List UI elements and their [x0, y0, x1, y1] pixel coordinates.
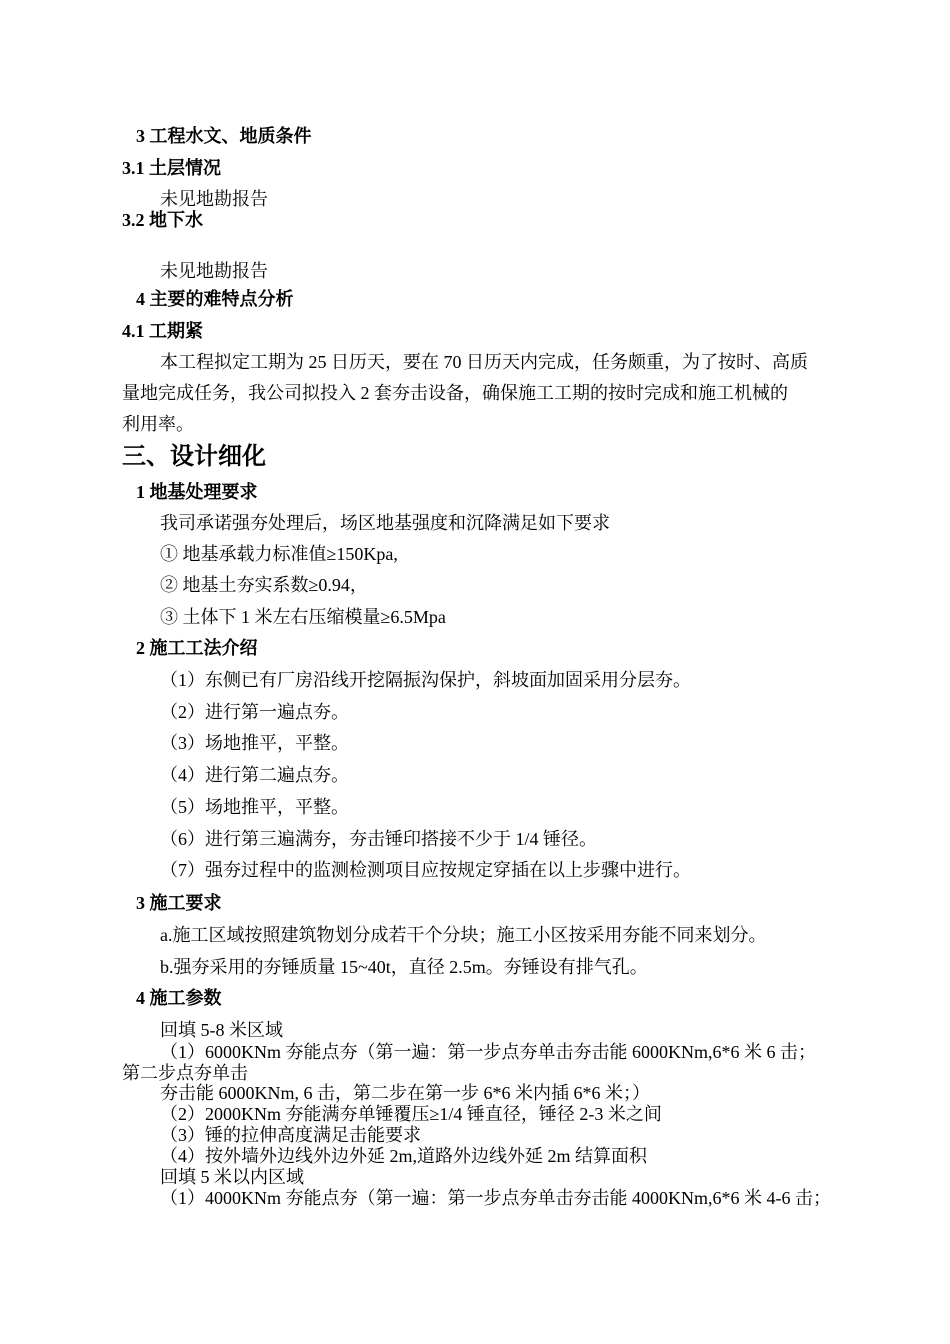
heading-construction-parameters: 4 施工参数: [136, 988, 222, 1008]
list-item: （2）进行第一遍点夯。: [160, 702, 349, 722]
list-item: （3）场地推平，平整。: [160, 733, 349, 753]
paragraph-groundwater: 未见地勘报告: [160, 261, 268, 281]
heading-difficulties: 4 主要的难特点分析: [136, 289, 294, 309]
section-title-design: 三、设计细化: [122, 444, 266, 470]
list-item-continuation: 第二步点夯单击: [122, 1063, 248, 1083]
paragraph-schedule-line1: 本工程拟定工期为 25 日历天，要在 70 日历天内完成，任务颇重，为了按时、高质: [160, 352, 808, 372]
list-item: a.施工区域按照建筑物划分成若干个分块；施工小区按采用夯能不同来划分。: [160, 925, 767, 945]
heading-hydro-geology: 3 工程水文、地质条件: [136, 126, 312, 146]
list-item: b.强夯采用的夯锤质量 15~40t，直径 2.5m。夯锤设有排气孔。: [160, 957, 648, 977]
list-item: ① 地基承载力标准值≥150Kpa,: [160, 544, 398, 564]
list-item: （2）2000KNm 夯能满夯单锤覆压≥1/4 锤直径，锤径 2-3 米之间: [160, 1104, 662, 1124]
paragraph-schedule-line3: 利用率。: [122, 414, 194, 434]
list-item: （6）进行第三遍满夯，夯击锤印搭接不少于 1/4 锤径。: [160, 829, 597, 849]
list-item: （1）6000KNm 夯能点夯（第一遍：第一步点夯单击夯击能 6000KNm,6*6 米 6 击；: [160, 1042, 816, 1062]
heading-construction-requirements: 3 施工要求: [136, 893, 222, 913]
list-item: （7）强夯过程中的监测检测项目应按规定穿插在以上步骤中进行。: [160, 860, 691, 880]
paragraph-schedule-line2: 量地完成任务，我公司拟投入 2 套夯击设备，确保施工工期的按时完成和施工机械的: [122, 383, 788, 403]
heading-foundation-requirements: 1 地基处理要求: [136, 482, 258, 502]
list-item-continuation: 夯击能 6000KNm, 6 击，第二步在第一步 6*6 米内插 6*6 米；）: [160, 1083, 650, 1103]
zone-title: 回填 5-8 米区域: [160, 1020, 283, 1040]
list-item: （4）进行第二遍点夯。: [160, 765, 349, 785]
list-item: （3）锤的拉伸高度满足击能要求: [160, 1125, 421, 1145]
list-item: （1）4000KNm 夯能点夯（第一遍：第一步点夯单击夯击能 4000KNm,6*6 米 4-6 击；: [160, 1188, 831, 1208]
heading-soil-layers: 3.1 土层情况: [122, 158, 221, 178]
list-item: ③ 土体下 1 米左右压缩模量≥6.5Mpa: [160, 607, 446, 627]
heading-tight-schedule: 4.1 工期紧: [122, 321, 203, 341]
paragraph-soil-layers: 未见地勘报告: [160, 189, 268, 209]
list-item: ② 地基土夯实系数≥0.94，: [160, 575, 368, 595]
paragraph-commitment: 我司承诺强夯处理后，场区地基强度和沉降满足如下要求: [160, 513, 610, 533]
list-item: （4）按外墙外边线外边外延 2m,道路外边线外延 2m 结算面积: [160, 1146, 647, 1166]
list-item: （5）场地推平，平整。: [160, 797, 349, 817]
heading-construction-method: 2 施工工法介绍: [136, 638, 258, 658]
list-item: （1）东侧已有厂房沿线开挖隔振沟保护，斜坡面加固采用分层夯。: [160, 670, 691, 690]
zone-title: 回填 5 米以内区域: [160, 1167, 304, 1187]
heading-groundwater: 3.2 地下水: [122, 210, 203, 230]
